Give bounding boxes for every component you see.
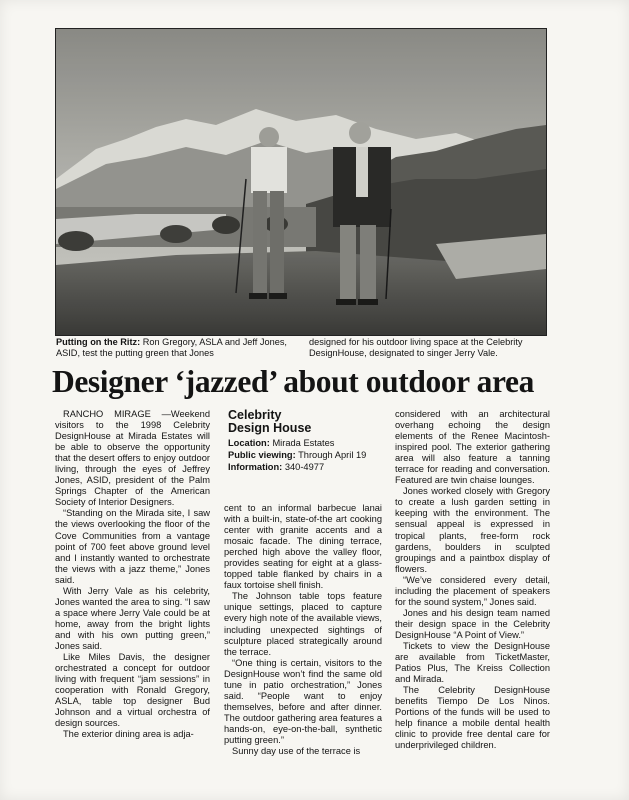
info-viewing <box>228 449 382 461</box>
photo-illustration <box>56 29 546 335</box>
paragraph: “One thing is certain, visitors to the DesignHouse won’t find the same old tune in patio orchestration,” Jones said. “People want to enjoy themselves, before and after dinner. The outdoor gathering area features a hands-on, eye-on-the-ball, synthetic putting green.” <box>224 657 382 745</box>
paragraph: The exterior dining area is adja- <box>63 729 194 740</box>
paragraph: RANCHO MIRAGE —Weekend visitors to the 1998 Celebrity DesignHouse at Mirada Estates will be able to observe the opportunity that the desert offers to enjoy outdoor living, through the eyes of Jeffrey Jones, ASID, president of the Palm Springs Chapter of the American Society of Interior Designers. <box>55 409 210 508</box>
paragraph: “Standing on the Mirada site, I saw the views overlooking the floor of the Cove Communities from a vantage point of 700 feet above ground level and I instantly wanted to orchestrate the views with a jazz theme,” Jones said. <box>55 508 210 585</box>
caption-lead: Putting on the Ritz: <box>56 337 141 347</box>
paragraph: Sunny day use of the terrace is <box>232 746 361 757</box>
info-location-label: Location: <box>228 438 270 448</box>
info-box <box>224 409 382 497</box>
info-viewing-label: Public viewing: <box>228 450 296 460</box>
paragraph: Tickets to view the DesignHouse are available from TicketMaster, Patios Plus, The Kreiss Collection and Mirada. <box>395 640 550 685</box>
info-viewing-value: Through April 19 <box>298 450 367 460</box>
paragraph: cent to an informal barbecue lanai with a built-in, state-of-the art cooking center with granite accents and a mosaic facade. The dining terrace, perched high above the valley floor, provides seating for eight at a glass-topped table flanked by chairs in a faux tortoise shell finish. <box>224 503 382 591</box>
article-body <box>55 408 550 757</box>
caption-text-1: Ron Gregory, ASLA and Jeff Jones, ASID, test the putting green that Jones <box>56 337 287 358</box>
article-column-1 <box>55 409 210 740</box>
info-phone <box>228 461 382 473</box>
article-column-2 <box>224 503 382 757</box>
paragraph: Like Miles Davis, the designer orchestrated a concept for outdoor living with frequent “jam sessions” in cooperation with Ronald Gregory, ASLA, table top designer Bud Johnson and a virtual orchestra of design sources. <box>55 652 210 729</box>
headline: Designer ‘jazzed’ about outdoor area <box>52 364 534 399</box>
paragraph: With Jerry Vale as his celebrity, Jones wanted the area to sing. “I saw a space where Jerry Vale could be at home, away from the bright lights and with his own putting green,” Jones said. <box>55 585 210 651</box>
info-phone-label: Information: <box>228 462 283 472</box>
caption-column-2 <box>309 337 548 359</box>
caption-text-2: designed for his outdoor living space at the Celebrity DesignHouse, designated to singer Jerry Vale. <box>309 337 523 358</box>
paragraph: “We’ve considered every detail, including the placement of speakers for the sound system,” Jones said. <box>395 574 550 607</box>
paragraph: The Celebrity DesignHouse benefits Tiempo De Los Ninos. Portions of the funds will be used to help finance a mobile dental health clinic to provide free dental care for underprivileged children. <box>395 685 550 751</box>
photo-caption <box>56 337 548 359</box>
caption-column-1 <box>56 337 295 359</box>
paragraph: Jones worked closely with Gregory to create a lush garden setting in keeping with the environment. The sensual appeal is expressed in tropical plants, free-form rock gardens, boulders in sculpted groupings and a paintbox display of flowers. <box>395 486 550 574</box>
info-box-title-line-1: Celebrity <box>228 408 282 422</box>
paragraph: considered with an architectural overhang echoing the design elements of the Renee Macintosh-inspired pool. The exterior gathering area will also feature a tanning terrace for reading and conversation. Featured are twin chaise lounges. <box>395 409 550 486</box>
info-phone-value: 340-4977 <box>284 462 325 472</box>
info-box-title-line-2: Design House <box>228 420 312 435</box>
photo-putting-green <box>55 28 547 336</box>
info-location <box>228 437 382 449</box>
paragraph: The Johnson table tops feature unique settings, placed to capture every high note of the available views, including unexpected sightings of sculpture placed strategically around the terrace. <box>224 591 382 657</box>
info-location-value: Mirada Estates <box>272 438 335 448</box>
article-column-3 <box>395 409 550 751</box>
info-box-title <box>228 409 382 434</box>
paragraph: Jones and his design team named their design space in the Celebrity DesignHouse “A Point of View.” <box>395 607 550 640</box>
